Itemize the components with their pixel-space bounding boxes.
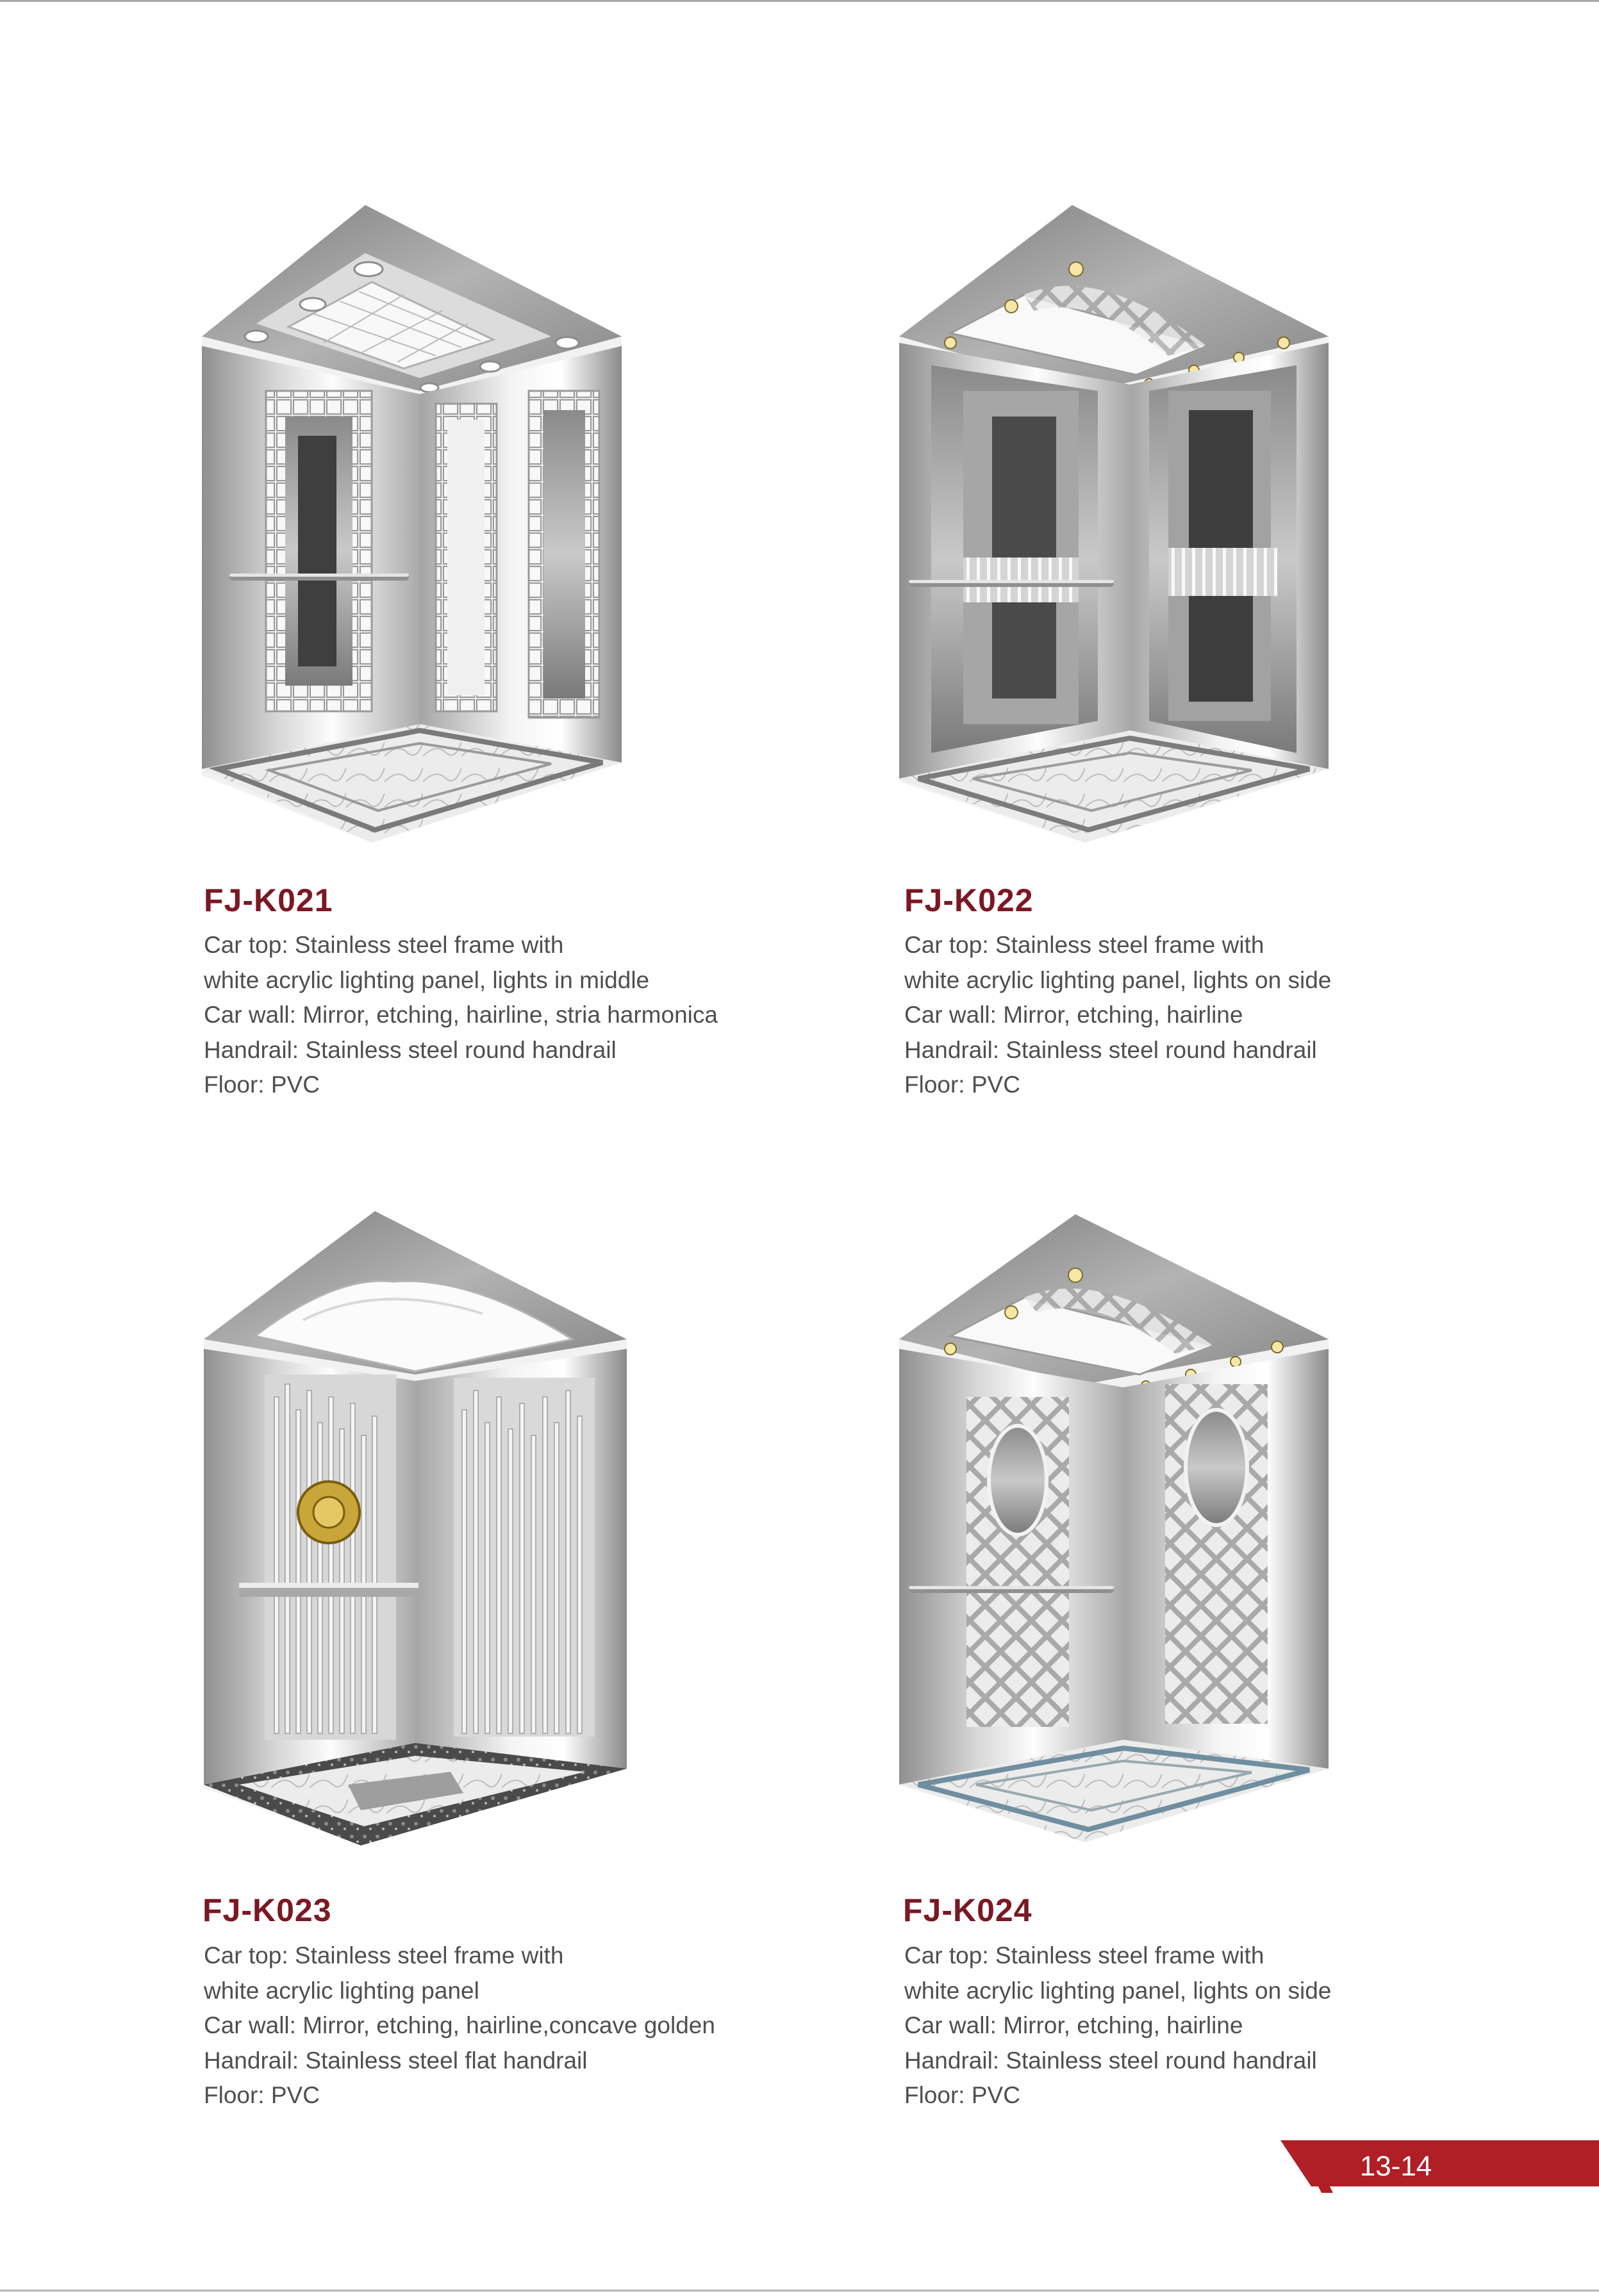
product-code: FJ-K022 bbox=[904, 882, 1034, 918]
product-description bbox=[904, 1938, 1331, 2113]
product-code: FJ-K021 bbox=[204, 882, 333, 918]
car-top-detail-line: white acrylic lighting panel, lights on side bbox=[904, 1977, 1332, 2004]
car-top-line: Car top: Stainless steel frame with bbox=[204, 1942, 564, 1969]
car-top-line: Car top: Stainless steel frame with bbox=[904, 1942, 1264, 1969]
floor-line: Floor: PVC bbox=[204, 1071, 320, 1098]
floor-line: Floor: PVC bbox=[904, 2082, 1020, 2108]
car-top-detail-line: white acrylic lighting panel bbox=[204, 1977, 479, 2004]
car-wall-line: Car wall: Mirror, etching, hairline,concave golden bbox=[204, 2012, 715, 2038]
product-code: FJ-K023 bbox=[203, 1892, 332, 1928]
car-top-detail-line: white acrylic lighting panel, lights on side bbox=[904, 966, 1332, 993]
elevator-image-fj-k023 bbox=[194, 1205, 643, 1858]
car-wall-line: Car wall: Mirror, etching, hairline bbox=[904, 2012, 1243, 2038]
bottom-border-line bbox=[0, 2290, 1599, 2292]
car-top-line: Car top: Stainless steel frame with bbox=[204, 932, 564, 958]
handrail-line: Handrail: Stainless steel round handrail bbox=[204, 1036, 617, 1063]
page-number-tab bbox=[1280, 2140, 1599, 2193]
elevator-image-fj-k022 bbox=[893, 199, 1341, 852]
product-code: FJ-K024 bbox=[903, 1892, 1032, 1928]
car-top-detail-line: white acrylic lighting panel, lights in middle bbox=[204, 966, 650, 993]
top-border-line bbox=[0, 0, 1599, 2]
handrail-line: Handrail: Stainless steel round handrail bbox=[904, 2047, 1317, 2074]
car-wall-line: Car wall: Mirror, etching, hairline, stria harmonica bbox=[204, 1002, 718, 1028]
handrail-line: Handrail: Stainless steel round handrail bbox=[904, 1036, 1317, 1063]
floor-line: Floor: PVC bbox=[204, 2082, 320, 2108]
elevator-image-fj-k021 bbox=[192, 199, 641, 852]
product-description bbox=[904, 928, 1331, 1103]
product-description bbox=[204, 1938, 715, 2113]
page-number: 13-14 bbox=[1359, 2151, 1432, 2182]
handrail-line: Handrail: Stainless steel flat handrail bbox=[204, 2047, 588, 2074]
car-top-line: Car top: Stainless steel frame with bbox=[904, 932, 1264, 958]
floor-line: Floor: PVC bbox=[904, 1071, 1020, 1098]
elevator-image-fj-k024 bbox=[893, 1205, 1341, 1858]
car-wall-line: Car wall: Mirror, etching, hairline bbox=[904, 1002, 1243, 1028]
product-description bbox=[204, 928, 718, 1103]
